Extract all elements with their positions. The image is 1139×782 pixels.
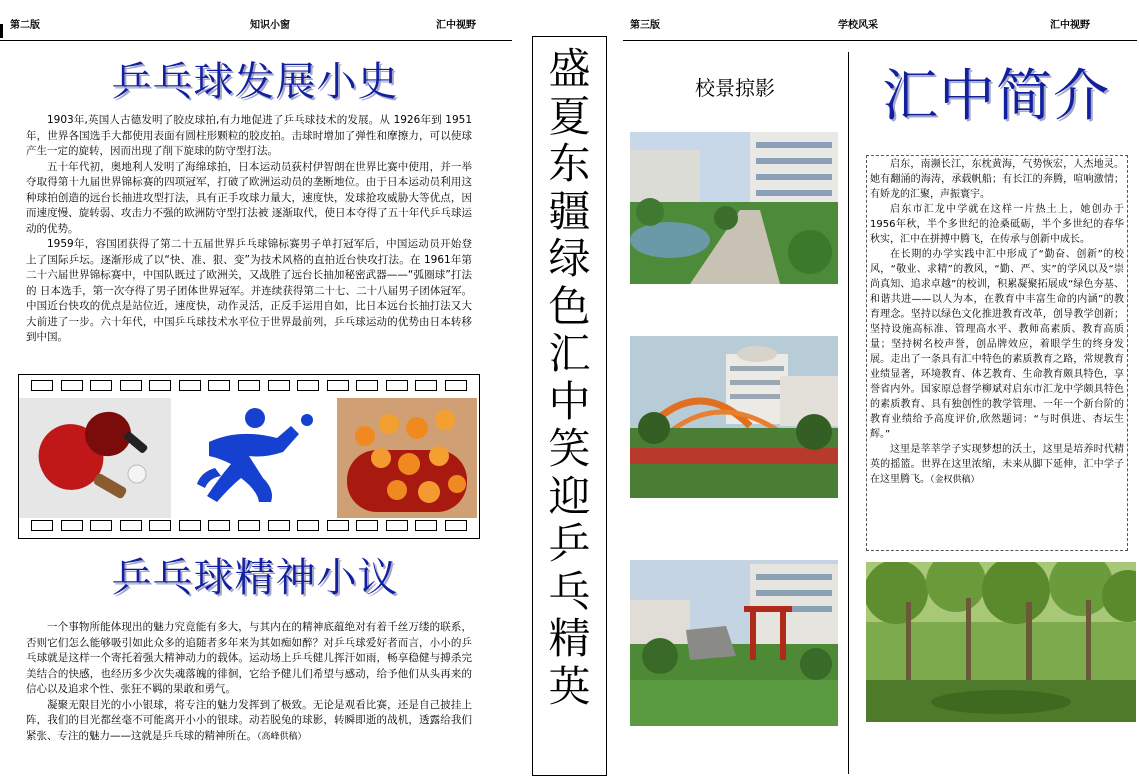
header-rule-right [623, 40, 1137, 41]
campus-photo-1 [630, 132, 838, 284]
film-holes-top [31, 380, 467, 391]
article2-paragraph [26, 698, 472, 746]
column-divider [848, 52, 849, 774]
intro-title: 汇中简介 [882, 64, 1110, 129]
article1-paragraph: 五十年代初，奥地利人发明了海绵球拍，日本运动员荻村伊智朗在世界比赛中使用，并一举夺取得第十九届世界锦标赛的四项冠军，打破了欧洲运动员的垄断地位。由于日本运动员利用这种球拍创造的远台长抽进攻型打法，具有正手攻球力量大，速度快，发球抢攻威胁大等优点，因而速度慢、旋转弱、攻击力不强的欧洲防守型打法被 逐渐取代，使日本夺得了五十年代乒乓球运动的优势。 [26, 160, 472, 235]
balls-and-paddle-image [337, 398, 477, 518]
section-name-right: 学校风采 [838, 20, 878, 31]
slogan-text: 盛夏东疆 绿色汇中笑迎乒乓精英 [548, 44, 591, 711]
section-name-left: 知识小窗 [250, 20, 290, 31]
paddle-image [19, 398, 171, 518]
article2-paragraph-text: 凝聚无限目光的小小银球，将专注的魅力发挥到了极致。无论是观看比赛，还是自己披挂上阵，我们的目光都丝毫不可能离开小小的银球。动若脱兔的球影，转瞬即逝的战机，透露给我们紧张、专注的魅力——这就是乒乓球的精神所在。 [26, 698, 472, 742]
publication-name-left: 汇中视野 [436, 20, 476, 31]
intro-paragraph [870, 442, 1124, 488]
page-number-right: 第三版 [630, 20, 660, 31]
gallery-title: 校景掠影 [695, 76, 775, 100]
article1-body [26, 113, 472, 346]
article1-paragraph: 1903年,英国人古德发明了胶皮球拍,有力地促进了乒乓球技术的发展。从 1926年到 1951年，世界各国选手大都使用表面有圆柱形颗粒的胶皮拍。击球时增加了弹性和摩擦力，可以使球产生一定的旋转，因而出现了削下旋球的防守型打法。 [26, 114, 472, 157]
intro-paragraph-text: 这里是莘莘学子实现梦想的沃土，这里是培养时代精英的摇篮。世界在这里浓缩，未来从脚下延伸，汇中学子在这里腾飞。 [870, 444, 1124, 485]
intro-author: （金权供稿） [930, 475, 980, 485]
publication-name-right: 汇中视野 [1050, 20, 1090, 31]
header-rule-left [0, 40, 512, 41]
campus-forest-photo [866, 562, 1136, 722]
page-number-left: 第二版 [10, 20, 40, 31]
intro-paragraph: 在长期的办学实践中汇中形成了“勤奋、创新”的校风，“敬业、求精”的教风，“勤、严、实”的学风以及“崇尚真知、追求卓越”的校训，积累凝聚拓展成“绿色夯基、和谐共进——以人为本，在教育中丰富生命的内涵”的教育理念。坚持以绿色文化推进教育改革，创导教学创新；坚持设施高标准、管理高水平、教师高素质、教育高质量；坚持树名校声誉，创品牌效应，着眼学生的终身发展。走出了一条具有汇中特色的素质教育之路，常规教育业绩显著，环境教育、体艺教育、生命教育颇具特色，享誉省内外。国家原总督学柳斌对启东市汇龙中学颇具特色的素质教育、具有独创性的教学管理、一年一个新台阶的教育业绩给予高度评价,欣然题词：“与时俱进、杏坛生辉。” [870, 249, 1124, 440]
article1-title: 乒乓球发展小史 [111, 59, 399, 105]
intro-paragraph: 启东市汇龙中学就在这样一片热土上，她创办于 1956年秋，半个多世纪的沧桑砥砺，半个多世纪的春华秋实，汇中在拼搏中腾飞，在传承与创新中成长。 [870, 204, 1124, 245]
slogan-box [532, 36, 607, 776]
intro-box [866, 155, 1128, 551]
article2-body [26, 620, 472, 745]
pingpong-pictogram-image [179, 398, 329, 518]
article2-author: （高峰供稿） [257, 731, 307, 742]
article2-title: 乒乓球精神小议 [111, 555, 399, 601]
article2-paragraph: 一个事物所能体现出的魅力究竟能有多大，与其内在的精神底蕴绝对有着千丝万缕的联系，否则它们怎么能够吸引如此众多的追随者多年来为其如痴如醉？对乒乓球爱好者而言，小小的乒乓球就是这样一个寄托着强大精神动力的载体。运动场上乒乓健儿挥汗如雨，畅享稳健与搏杀完美结合的快感，也经历多少次失魂落魄的徘徊，它给予健儿们希望与感动，给予他们从头再来的信心以及追求个性、张狂不羁的果敢和勇气。 [26, 621, 472, 695]
corner-mark [0, 24, 3, 38]
campus-photo-3 [630, 560, 838, 726]
article1-paragraph: 1959年，容国团获得了第二十五届世界乒乓球锦标赛男子单打冠军后，中国运动员开始登上了国际乒坛。逐渐形成了以“快、准、狠、变”为技术风格的直拍近台快攻打法。在 1961年第二十六届世界锦标赛中，中国队既过了欧洲关，又战胜了远台长抽加秘密武器——“弧圈球”打法的 日本选手，第一次夺得了男子团体世界冠军。并连续获得第二十七、二十八届男子团体冠军。中国近台快攻的优点是站位近，速度快，动作灵活，正反手运用自如，比日本远台长抽打法又大大前进了一步。六十年代，中国乒乓球技术水平位于世界最前列，乒乓球运动的优势由日本转移到中国。 [26, 238, 472, 343]
film-holes-bottom [31, 520, 467, 531]
intro-paragraph: 启东，南濒长江，东枕黄海，气势恢宏，人杰地灵。她有翻涌的海涛，承载帆船；有长江的奔腾，喧响激情；有娇龙的汇聚，声振寰宇。 [870, 159, 1124, 200]
film-strip [18, 374, 480, 539]
campus-photo-2 [630, 336, 838, 498]
